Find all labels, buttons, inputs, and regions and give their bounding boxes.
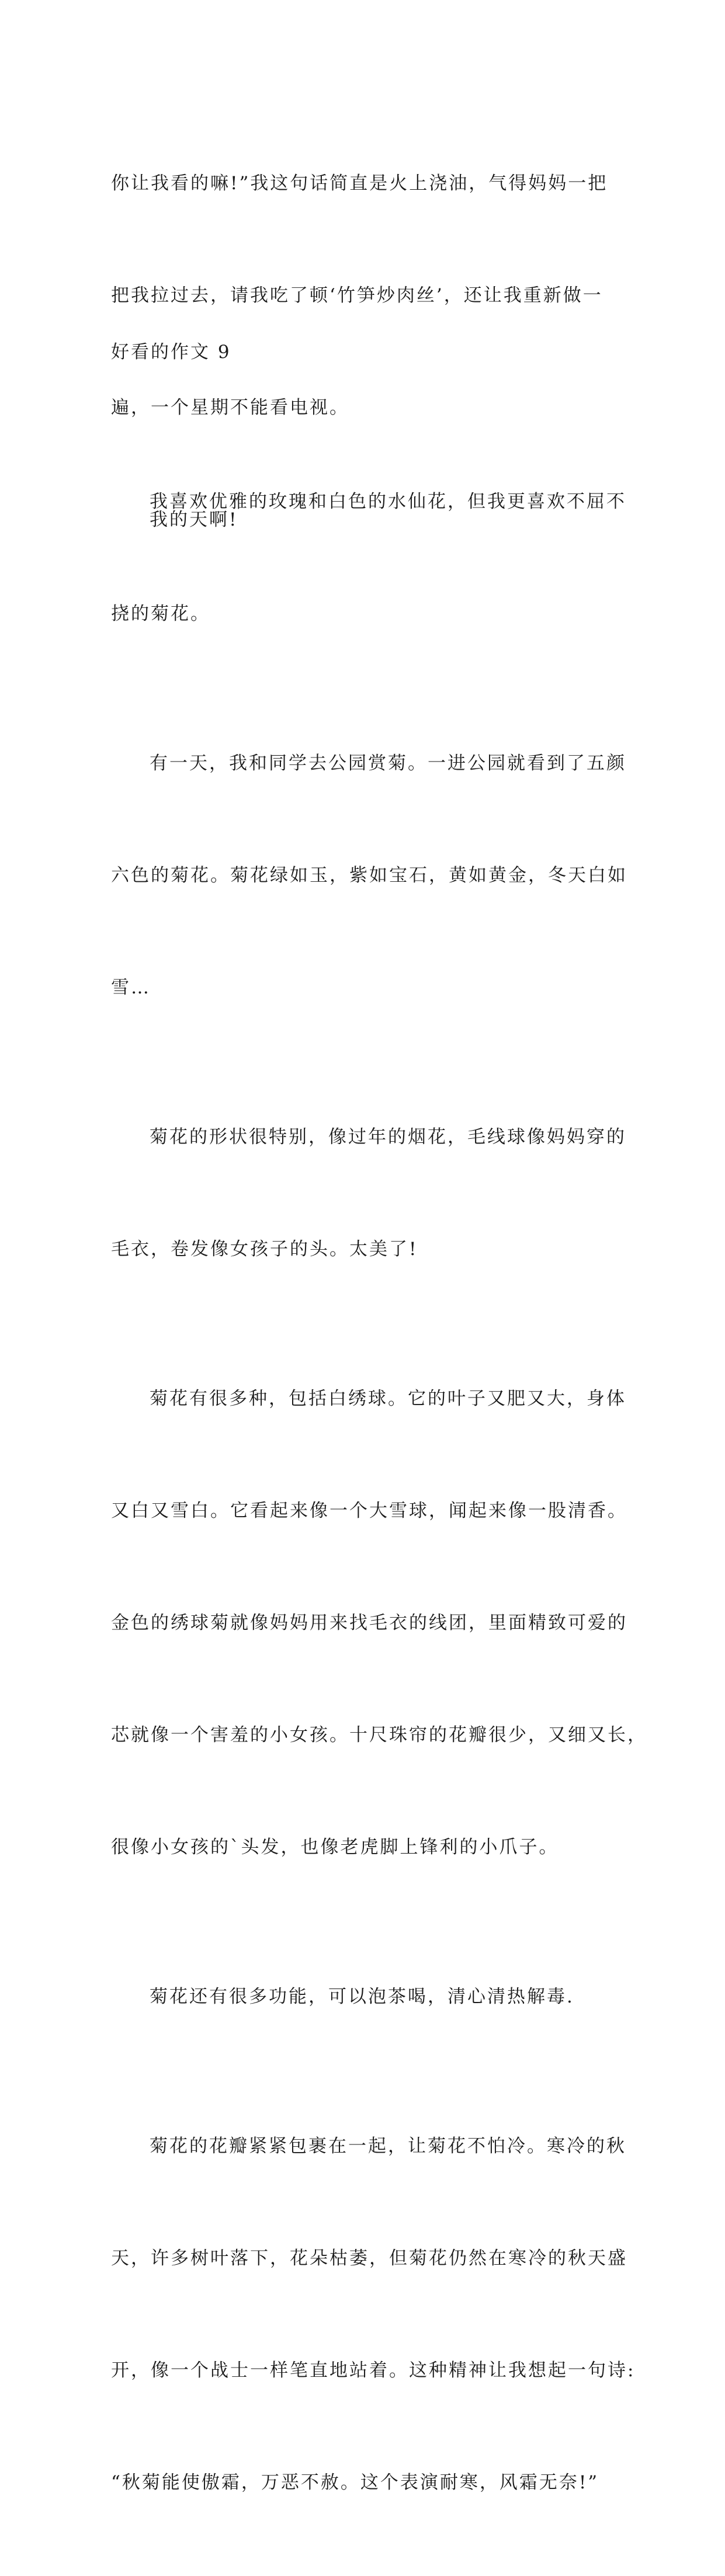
paragraph-line: 六色的菊花。菊花绿如玉，紫如宝石，黄如黄金，冬天白如: [111, 865, 627, 886]
paragraph-line: 菊花的形状很特别，像过年的烟花，毛线球像妈妈穿的: [150, 1127, 626, 1148]
paragraph-line: 有一天，我和同学去公园赏菊。一进公园就看到了五颜: [150, 753, 626, 774]
paragraph-line: 菊花的花瓣紧紧包裹在一起，让菊花不怕冷。寒冷的秋: [150, 2136, 626, 2157]
paragraph-line: 芯就像一个害羞的小女孩。十尺珠帘的花瓣很少，又细又长，: [111, 1725, 647, 1746]
paragraph-line: 菊花有很多种，包括白绣球。它的叶子又肥又大，身体: [150, 1388, 626, 1409]
paragraph-line: 天，许多树叶落下，花朵枯萎，但菊花仍然在寒冷的秋天盛: [111, 2248, 627, 2269]
essay-title: 好看的作文 9: [111, 342, 231, 363]
paragraph-line: 毛衣，卷发像女孩子的头。太美了!: [111, 1239, 418, 1260]
text-line: 遍，一个星期不能看电视。: [111, 397, 349, 418]
paragraph-line: 挠的菊花。: [111, 603, 210, 624]
paragraph-line: 我喜欢优雅的玫瑰和白色的水仙花，但我更喜欢不屈不: [150, 491, 626, 512]
paragraph-line: 开，像一个战士一样笔直地站着。这种精神让我想起一句诗:: [111, 2360, 636, 2381]
essay-section: [111, 259, 647, 2576]
text-line: 把我拉过去，请我吃了顿‘竹笋炒肉丝’，还让我重新做一: [111, 285, 603, 306]
text-line: 你让我看的嘛!”我这句话简直是火上浇油，气得妈妈一把: [111, 173, 608, 194]
paragraph-line: “秋菊能使傲霜，万恶不赦。这个表演耐寒，风霜无奈!”: [111, 2472, 599, 2493]
paragraph-line: 雪…: [111, 977, 151, 998]
paragraph-line: 金色的绣球菊就像妈妈用来找毛衣的线团，里面精致可爱的: [111, 1612, 627, 1633]
paragraph-line: 很像小女孩的`头发，也像老虎脚上锋利的小爪子。: [111, 1837, 559, 1858]
paragraph-line: 又白又雪白。它看起来像一个大雪球，闻起来像一股清香。: [111, 1500, 627, 1521]
closing-line: 我的天啊!: [150, 509, 238, 530]
paragraph-line: 菊花还有很多功能，可以泡茶喝，清心清热解毒.: [150, 1986, 574, 2007]
